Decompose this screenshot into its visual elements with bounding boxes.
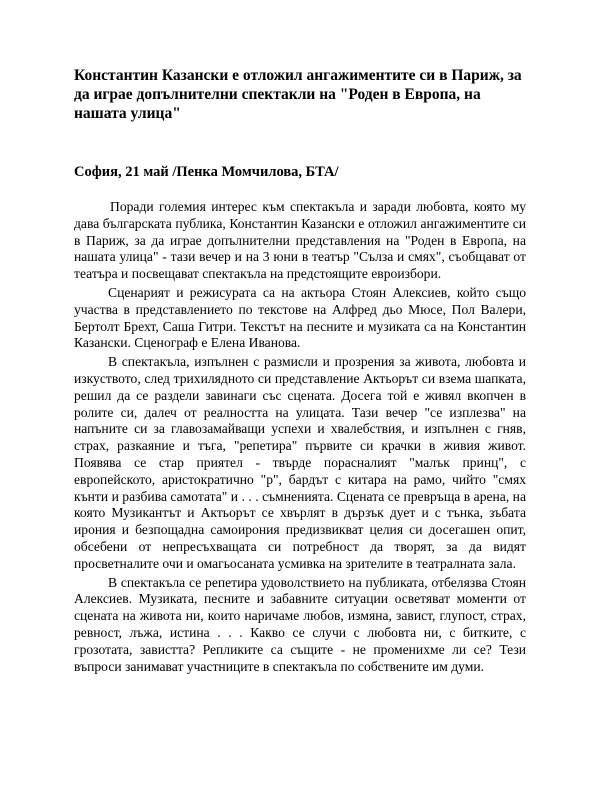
article-dateline: София, 21 май /Пенка Момчилова, БТА/ bbox=[74, 164, 339, 180]
article-title: Константин Казански е отложил ангажиментите си в Париж, за да играе допълнителни спектакли на "Роден в Европа, на нашата улица" bbox=[74, 67, 522, 122]
article-paragraph: В спектакъла, изпълнен с размисли и прозрения за живота, любовта и изкуството, след трихилядното си представление Актьорът си взема шапката, решил да се раздели завинаги със сцената. Досега той е живял вкопчен в ролите си, далеч от реалността на улицата. Тази вечер "се изплезва" на напъните си за главозамайващи успехи и хвалебствия, и изпълнен с гняв, страх, разкаяние и тъга, "репетира" първите си крачки в живия живот. Появява се стар приятел - твърде порасналият "малък принц", с европейското, аристократично "р", бардът с китара на рамо, чийто "смях кънти и разбива самотата" и . . . съмненията. Сцената се превръща в арена, на която Музикантът и Актьорът се хвърлят в дързък дует и с тънка, зъбата ирония и безпощадна самоирония предизвикват целия си досегашен опит, обсебени от непресъхващата си потребност да творят, за да видят просветналите очи и омагьосаната усмивка на зрителите в театралната зала. bbox=[74, 354, 526, 571]
article-paragraph: В спектакъла се репетира удоволствието на публиката, отбелязва Стоян Алексиев. Музиката, песните и забавните ситуации осветяват моменти от сцената на живота ни, които наричаме любов, измяна, завист, глупост, страх, ревност, лъжа, истина . . . Какво се случи с любовта ни, с битките, с грозотата, завистта? Репликите са същите - не променихме ли се? Тези въпроси занимават участниците в спектакъла по собствените им думи. bbox=[74, 574, 526, 674]
article-body bbox=[74, 199, 526, 675]
article-paragraph: Сценарият и режисурата са на актьора Стоян Алексиев, който също участва в представлението по текстове на Алфред дьо Мюсе, Пол Валери, Бертолт Брехт, Саша Гитри. Текстът на песните и музиката са на Константин Казански. Сценограф е Елена Иванова. bbox=[74, 284, 526, 351]
document-page bbox=[74, 66, 526, 677]
article-paragraph: Поради големия интерес към спектакъла и заради любовта, която му дава българската публика, Константин Казански е отложил ангажиментите си в Париж, за да играе допълнителни представления на "Роден в Европа, на нашата улица" - тази вечер и на 3 юни в театър "Сълза и смях", съобщават от театъра и посвещават спектакъла на предстоящите евроизбори. bbox=[74, 199, 526, 282]
